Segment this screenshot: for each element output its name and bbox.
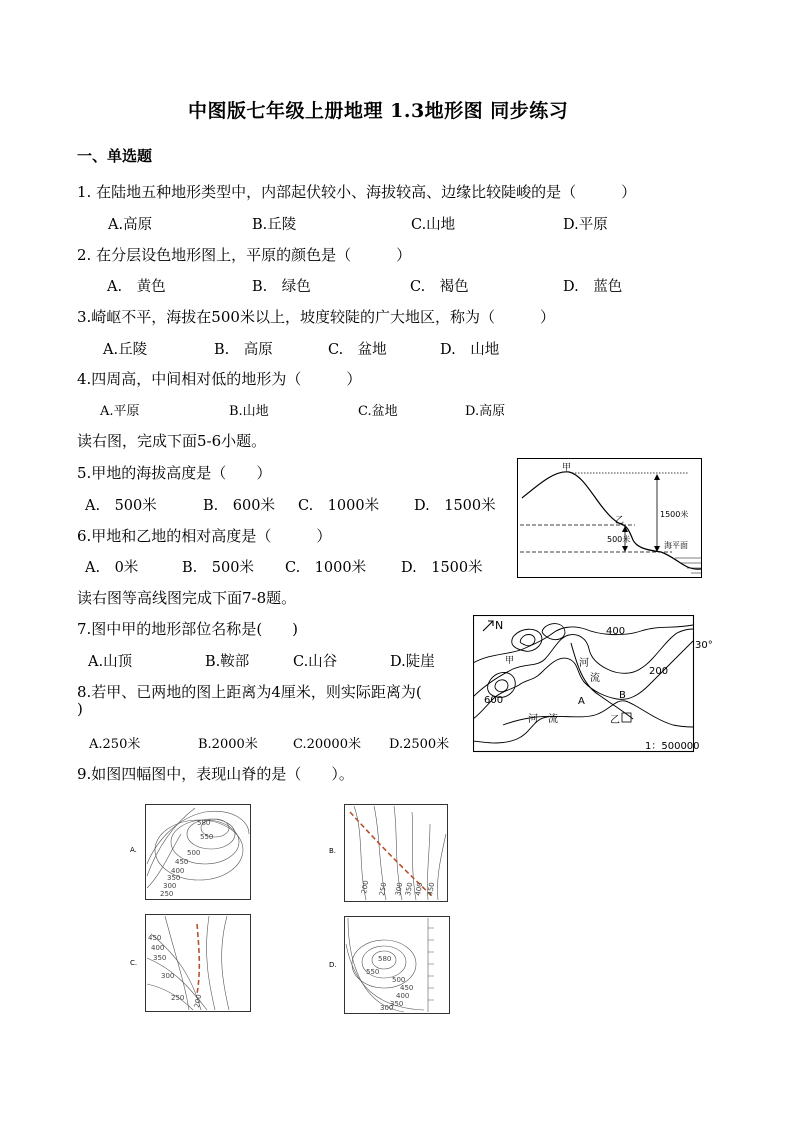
q7-option-a[interactable]: A.山顶 [88, 654, 133, 670]
q3-option-d[interactable]: D. 山地 [440, 342, 500, 358]
b-300: 300 [394, 881, 405, 897]
q8-option-b[interactable]: B.2000米 [198, 737, 258, 752]
d-400: 400 [396, 992, 410, 1000]
q2-option-b[interactable]: B. 绿色 [252, 279, 311, 295]
b-400: 400 [414, 881, 425, 897]
peak-label-jia: 甲 [562, 463, 572, 473]
question-7: 7.图中甲的地形部位名称是( ) [77, 620, 299, 638]
point-b-label: B [619, 690, 626, 701]
d-450: 450 [400, 984, 414, 992]
question-4: 4.四周高，中间相对低的地形为（ ） [77, 370, 362, 388]
question-5: 5.甲地的海拔高度是（ ） [77, 464, 272, 482]
question-8: 8.若甲、已两地的图上距离为4厘米，则实际距离为( [77, 683, 422, 701]
q5-option-c[interactable]: C. 1000米 [298, 498, 380, 514]
question-9: 9.如图四幅图中，表现山脊的是（ ）。 [77, 765, 354, 783]
question-3: 3.崎岖不平，海拔在500米以上，坡度较陡的广大地区，称为（ ） [77, 308, 555, 326]
point-yi-label: 乙 [610, 715, 620, 726]
q2-option-d[interactable]: D. 蓝色 [563, 279, 623, 295]
q5-option-a[interactable]: A. 500米 [85, 498, 157, 514]
river-label-2: 河 流 [528, 714, 558, 725]
q4-option-b[interactable]: B.山地 [229, 404, 269, 419]
point-jia-label: 甲 [505, 656, 515, 666]
q6-option-a[interactable]: A. 0米 [85, 560, 139, 576]
a-350: 350 [167, 874, 181, 882]
a-500: 500 [187, 849, 201, 857]
q4-option-c[interactable]: C.盆地 [358, 404, 398, 419]
b-350: 350 [404, 881, 415, 897]
a-450: 450 [175, 858, 189, 866]
height-500-label: 500米 [607, 535, 631, 544]
c-350: 350 [153, 954, 167, 962]
diagram-c-label: C. [130, 959, 138, 967]
contour-600-label: 600 [484, 695, 504, 706]
a-550: 550 [200, 833, 214, 841]
contour-diagram-d[interactable] [344, 916, 450, 1014]
q8-option-c[interactable]: C.20000米 [293, 737, 361, 752]
contour-diagram-c[interactable] [145, 914, 251, 1012]
a-580: 580 [197, 819, 211, 827]
q6-option-b[interactable]: B. 500米 [182, 560, 254, 576]
q4-option-d[interactable]: D.高原 [465, 404, 506, 419]
diagram-b-label: B. [329, 847, 337, 855]
q1-option-c[interactable]: C.山地 [411, 217, 456, 233]
map-scale-label: 1：500000 [645, 741, 700, 752]
q1-option-b[interactable]: B.丘陵 [252, 217, 297, 233]
contour-map-figure [473, 615, 723, 755]
contour-diagram-a[interactable] [145, 804, 251, 900]
a-400: 400 [171, 867, 185, 875]
sea-level-label: 海平面 [664, 541, 688, 550]
q3-option-c[interactable]: C. 盆地 [328, 342, 387, 358]
q2-option-c[interactable]: C. 褐色 [410, 279, 469, 295]
q5-option-b[interactable]: B. 600米 [203, 498, 275, 514]
q4-option-a[interactable]: A.平原 [100, 404, 140, 419]
q5-option-d[interactable]: D. 1500米 [414, 498, 496, 514]
north-arrow-label: N [495, 619, 504, 632]
q7-option-d[interactable]: D.陡崖 [390, 654, 435, 670]
q3-option-a[interactable]: A.丘陵 [103, 342, 148, 358]
question-1: 1. 在陆地五种地形类型中，内部起伏较小、海拔较高、边缘比较陡峻的是（ ） [77, 183, 637, 201]
q8-option-a[interactable]: A.250米 [89, 737, 141, 752]
b-250: 250 [378, 881, 389, 897]
question-2: 2. 在分层设色地形图上，平原的颜色是（ ） [77, 246, 412, 264]
c-250: 250 [171, 994, 185, 1002]
q7-option-c[interactable]: C.山谷 [293, 654, 338, 670]
q7-option-b[interactable]: B.鞍部 [205, 654, 250, 670]
a-250: 250 [160, 890, 174, 898]
q2-option-a[interactable]: A. 黄色 [107, 279, 166, 295]
latitude-label: 30° [695, 640, 713, 651]
q3-option-b[interactable]: B. 高原 [214, 342, 273, 358]
b-450: 450 [426, 881, 437, 897]
d-350: 350 [390, 1000, 404, 1008]
question-8-closing: ) [77, 700, 83, 718]
q6-option-c[interactable]: C. 1000米 [285, 560, 367, 576]
cross-section-figure [517, 458, 703, 579]
c-450: 450 [148, 934, 162, 942]
c-300: 300 [161, 972, 175, 980]
point-label-yi: 乙 [615, 516, 625, 526]
river-label-1b: 流 [590, 673, 600, 684]
contour-diagram-b[interactable] [344, 804, 448, 902]
d-300: 300 [380, 1004, 394, 1012]
d-500: 500 [392, 976, 406, 984]
q6-option-d[interactable]: D. 1500米 [401, 560, 483, 576]
diagram-d-label: D. [329, 961, 337, 969]
height-1500-label: 1500米 [660, 510, 689, 519]
c-400: 400 [151, 944, 165, 952]
section-heading: 一、单选题 [77, 147, 153, 165]
b-200: 200 [360, 879, 371, 895]
instruction-7-8: 读右图等高线图完成下面7-8题。 [77, 589, 297, 607]
q1-option-a[interactable]: A.高原 [108, 217, 153, 233]
instruction-5-6: 读右图，完成下面5-6小题。 [77, 432, 267, 450]
q1-option-d[interactable]: D.平原 [563, 217, 608, 233]
contour-200-label: 200 [649, 666, 669, 677]
page-title: 中图版七年级上册地理 1.3地形图 同步练习 [188, 100, 569, 122]
a-300: 300 [163, 882, 177, 890]
question-6: 6.甲地和乙地的相对高度是（ ） [77, 527, 332, 545]
river-label-1a: 河 [579, 658, 589, 669]
d-550: 550 [366, 968, 380, 976]
q8-option-d[interactable]: D.2500米 [389, 737, 450, 752]
contour-400-label: 400 [606, 626, 626, 637]
d-580: 580 [378, 955, 392, 963]
diagram-a-label: A. [130, 846, 137, 854]
point-a-label: A [578, 696, 585, 707]
c-200: 200 [193, 993, 204, 1009]
